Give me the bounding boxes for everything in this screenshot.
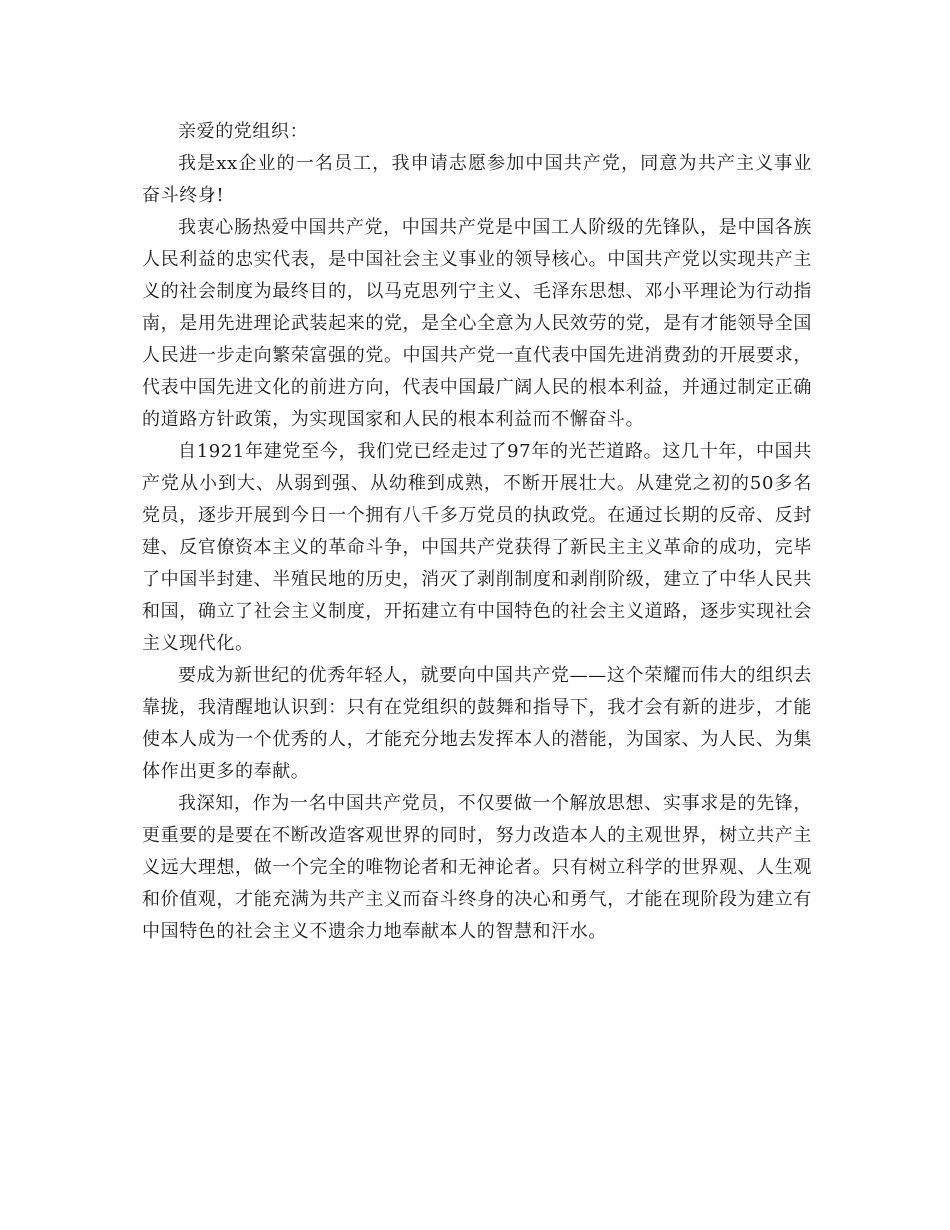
salutation: 亲爱的党组织： (178, 121, 309, 142)
document-page (142, 116, 812, 948)
paragraph-2: 我衷心肠热爱中国共产党，中国共产党是中国工人阶级的先锋队，是中国各族人民利益的忠实代表，是中国社会主义事业的领导核心。中国共产党以实现共产主义的社会制度为最终目的，以马克思列宁主义、毛泽东思想、邓小平理论为行动指南，是用先进理论武装起来的党，是全心全意为人民效劳的党，是有才能领导全国人民进一步走向繁荣富强的党。中国共产党一直代表中国先进消费劲的开展要求，代表中国先进文化的前进方向，代表中国最广阔人民的根本利益，并通过制定正确的道路方针政策，为实现国家和人民的根本利益而不懈奋斗。 (142, 217, 812, 430)
paragraph-5: 我深知，作为一名中国共产党员，不仅要做一个解放思想、实事求是的先锋，更重要的是要在不断改造客观世界的同时，努力改造本人的主观世界，树立共产主义远大理想，做一个完全的唯物论者和无神论者。只有树立科学的世界观、人生观和价值观，才能充满为共产主义而奋斗终身的决心和勇气，才能在现阶段为建立有中国特色的社会主义不遗余力地奉献本人的智慧和汗水。 (142, 793, 812, 942)
paragraph-4: 要成为新世纪的优秀年轻人，就要向中国共产党——这个荣耀而伟大的组织去靠拢，我清醒地认识到：只有在党组织的鼓舞和指导下，我才会有新的进步，才能使本人成为一个优秀的人，才能充分地去发挥本人的潜能，为国家、为人民、为集体作出更多的奉献。 (142, 665, 812, 782)
paragraph-3: 自1921年建党至今，我们党已经走过了97年的光芒道路。这几十年，中国共产党从小到大、从弱到强、从幼稚到成熟，不断开展壮大。从建党之初的50多名党员，逐步开展到今日一个拥有八千多万党员的执政党。在通过长期的反帝、反封建、反官僚资本主义的革命斗争，中国共产党获得了新民主主义革命的成功，完毕了中国半封建、半殖民地的历史，消灭了剥削制度和剥削阶级，建立了中华人民共和国，确立了社会主义制度，开拓建立有中国特色的社会主义道路，逐步实现社会主义现代化。 (142, 441, 812, 654)
paragraph-1: 我是xx企业的一名员工，我申请志愿参加中国共产党，同意为共产主义事业奋斗终身! (142, 153, 812, 206)
